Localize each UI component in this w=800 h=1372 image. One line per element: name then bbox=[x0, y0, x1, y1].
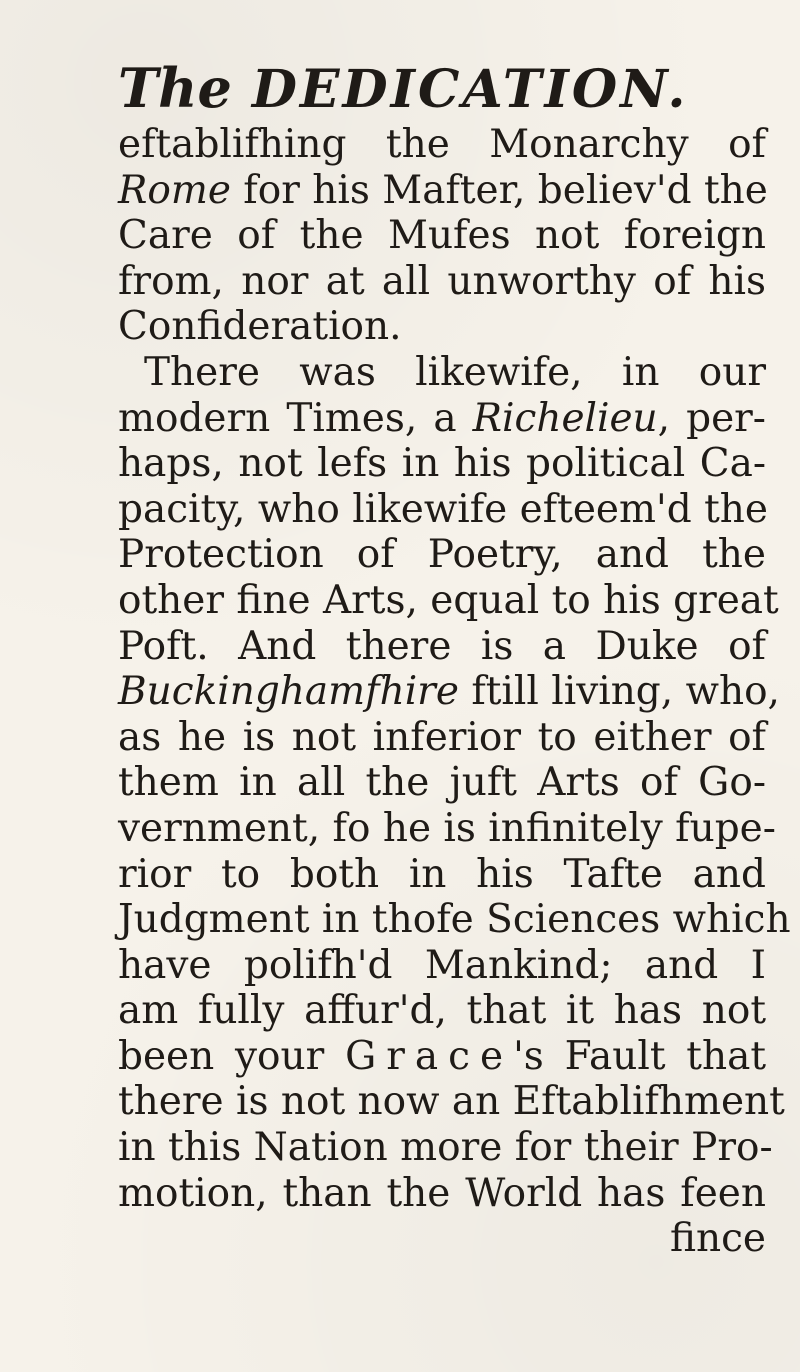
text-line-23: in this Nation more for their Pro- bbox=[118, 1125, 773, 1171]
text-line-2: Rome for his Mafter, believ'd the bbox=[118, 167, 768, 213]
text-line-24: motion, than the World has feen bbox=[118, 1170, 766, 1216]
text-line-6: There was likewife, in our bbox=[144, 349, 766, 395]
text-line-4: from, nor at all unworthy of his bbox=[118, 258, 766, 304]
text-line-19: have polifh'd Mankind; and I bbox=[118, 942, 766, 988]
text-line-13: Buckinghamfhire ftill living, who, bbox=[118, 669, 780, 715]
text-line-10: Protection of Poetry, and the bbox=[118, 532, 766, 578]
header-title: DEDICATION. bbox=[251, 59, 689, 120]
text-line-16: vernment, fo he is infinitely fupe- bbox=[118, 805, 776, 851]
text-line-18: Judgment in thofe Sciences which bbox=[118, 897, 791, 943]
text-line-3: Care of the Mufes not foreign bbox=[118, 213, 766, 259]
text-line-1: eftablifhing the Monarchy of bbox=[118, 122, 766, 167]
text-line-15: them in all the juft Arts of Go- bbox=[118, 760, 766, 806]
text-line-22: there is not now an Eftablifhment bbox=[118, 1079, 785, 1125]
text-line-9: pacity, who likewife efteem'd the bbox=[118, 486, 768, 532]
text-line-7: modern Times, a Richelieu, per- bbox=[118, 395, 766, 441]
italic-word-richelieu: Richelieu bbox=[472, 395, 658, 441]
text-line-20: am fully affur'd, that it has not bbox=[118, 988, 766, 1034]
text-line-8: haps, not lefs in his political Ca- bbox=[118, 441, 766, 487]
text-line-12: Poft. And there is a Duke of bbox=[118, 623, 766, 669]
text-line-14: as he is not inferior to either of bbox=[118, 714, 766, 760]
text-line-11: other fine Arts, equal to his great bbox=[118, 577, 779, 623]
text-line-21: been your Grace's Fault that bbox=[118, 1033, 766, 1079]
catchword: fince bbox=[669, 1216, 766, 1262]
italic-word-rome: Rome bbox=[118, 167, 231, 213]
text-line-5: Confideration. bbox=[118, 304, 402, 350]
text-line-17: rior to both in his Tafte and bbox=[118, 851, 766, 897]
header-the: The bbox=[118, 56, 232, 120]
running-header bbox=[118, 56, 758, 120]
spaced-word-grace: Grace bbox=[345, 1033, 514, 1079]
italic-word-buckinghamshire: Buckinghamfhire bbox=[118, 669, 459, 715]
body-text bbox=[118, 122, 791, 1262]
